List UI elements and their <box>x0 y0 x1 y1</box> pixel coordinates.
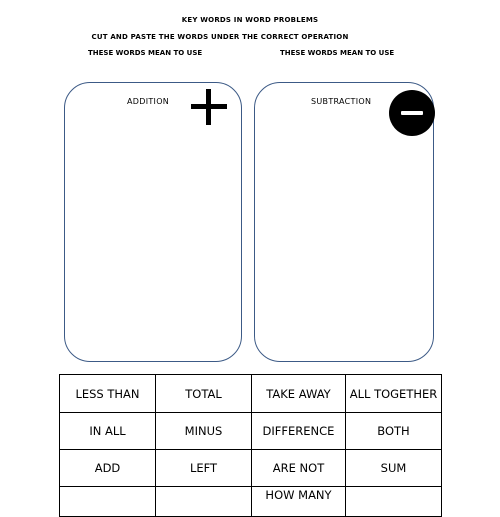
page-title: KEY WORDS IN WORD PROBLEMS <box>181 16 319 24</box>
word-card[interactable]: DIFFERENCE <box>252 413 346 450</box>
word-card[interactable]: TAKE AWAY <box>252 375 346 413</box>
minus-circle-icon <box>389 90 435 136</box>
word-card[interactable] <box>60 487 156 517</box>
word-card[interactable]: SUM <box>346 450 442 487</box>
word-card[interactable] <box>346 487 442 517</box>
word-card[interactable]: BOTH <box>346 413 442 450</box>
word-card[interactable]: LEFT <box>156 450 252 487</box>
word-card[interactable] <box>156 487 252 517</box>
addition-box <box>64 82 242 362</box>
word-card[interactable]: TOTAL <box>156 375 252 413</box>
plus-icon <box>191 89 227 125</box>
word-card[interactable]: ARE NOT <box>252 450 346 487</box>
table-row <box>60 413 442 450</box>
table-row <box>60 375 442 413</box>
word-card[interactable]: LESS THAN <box>60 375 156 413</box>
addition-heading: THESE WORDS MEAN TO USE <box>88 49 203 57</box>
word-card[interactable]: MINUS <box>156 413 252 450</box>
instruction-text: CUT AND PASTE THE WORDS UNDER THE CORRECT OPERATION <box>91 33 349 41</box>
subtraction-label: SUBTRACTION <box>311 97 372 106</box>
subtraction-heading: THESE WORDS MEAN TO USE <box>280 49 395 57</box>
word-cards-table <box>59 374 442 517</box>
word-card[interactable]: IN ALL <box>60 413 156 450</box>
word-card[interactable]: ADD <box>60 450 156 487</box>
table-row <box>60 487 442 517</box>
word-card[interactable]: ALL TOGETHER <box>346 375 442 413</box>
word-card[interactable]: HOW MANY <box>252 487 346 517</box>
addition-label: ADDITION <box>127 97 170 106</box>
table-row <box>60 450 442 487</box>
